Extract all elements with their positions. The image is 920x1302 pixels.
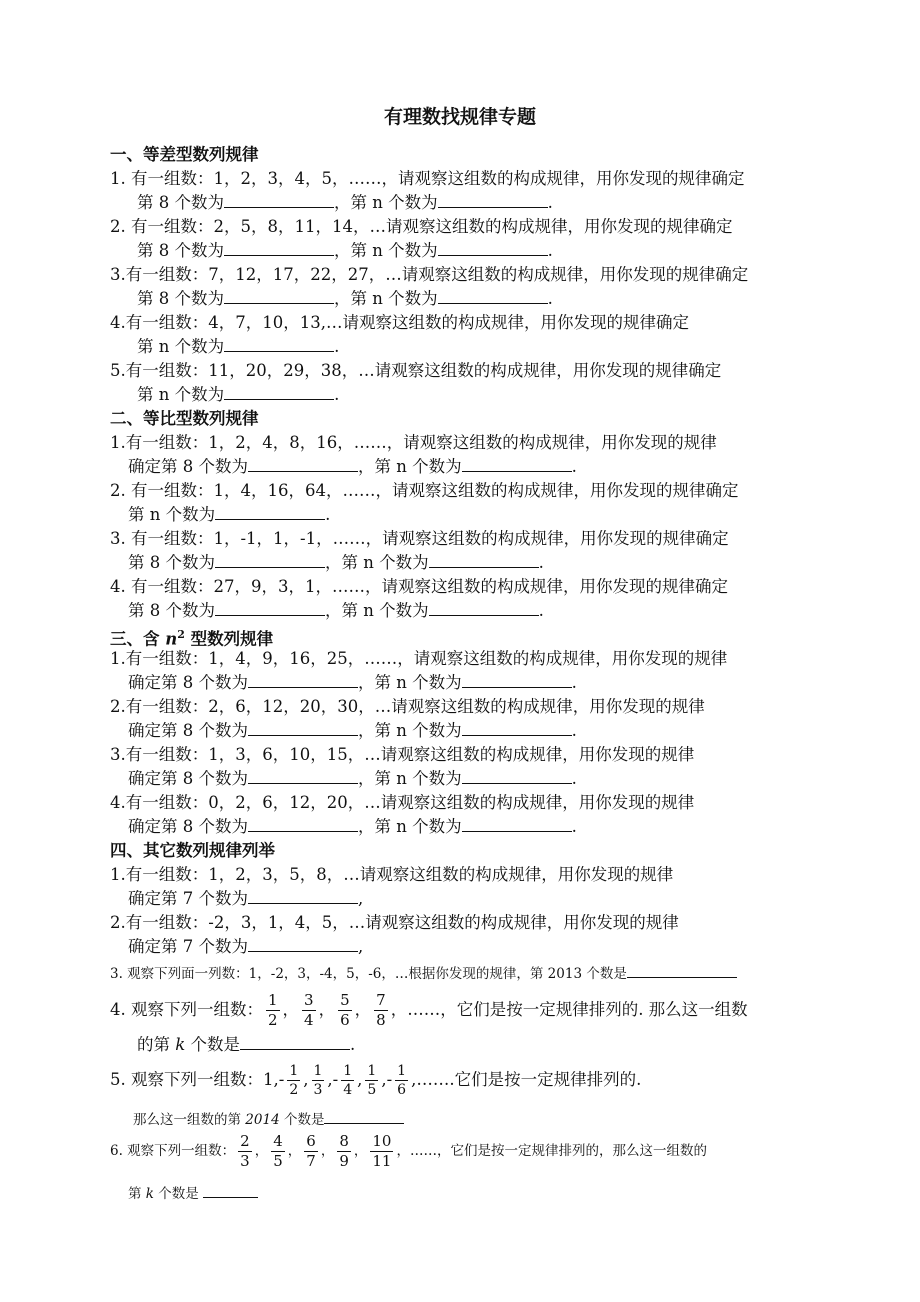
punct: . xyxy=(571,673,577,692)
question-text: 3. 有一组数：1，-1，1，-1，……，请观察这组数的构成规律，用你发现的规律确定 xyxy=(110,529,729,548)
fraction-denominator: 2 xyxy=(289,1082,299,1098)
fraction-denominator: 4 xyxy=(304,1011,314,1029)
question-text: 2. 有一组数：2，5，8，11，14，…请观察这组数的构成规律，用你发现的规律确定 xyxy=(110,217,733,236)
answer-prompt: 第 n 个数为 xyxy=(341,601,429,620)
fraction-sequence xyxy=(235,1132,396,1170)
fraction xyxy=(287,1064,300,1097)
answer-blank[interactable] xyxy=(248,672,358,688)
question-text: 2.有一组数：2，6，12，20，30，…请观察这组数的构成规律，用你发现的规律 xyxy=(110,697,705,716)
fraction-denominator: 3 xyxy=(240,1152,250,1170)
fraction xyxy=(365,1064,378,1097)
separator: ， xyxy=(282,1000,300,1019)
fraction-denominator: 7 xyxy=(306,1152,316,1170)
answer-blank[interactable] xyxy=(438,192,548,208)
fraction xyxy=(302,993,316,1028)
question-answer-line xyxy=(137,1034,355,1056)
question-fraction-line xyxy=(110,1060,641,1100)
answer-prompt: 个数是 xyxy=(153,1186,199,1202)
fraction-numerator: 6 xyxy=(306,1132,316,1150)
answer-blank[interactable] xyxy=(215,600,325,616)
heading-text: 型数列规律 xyxy=(184,629,274,649)
answer-prompt: 个数是 xyxy=(185,1035,240,1054)
answer-blank[interactable] xyxy=(248,816,358,832)
question-text: 1.有一组数：1，2，3，5，8，…请观察这组数的构成规律，用你发现的规律 xyxy=(110,865,674,884)
question-answer-line xyxy=(137,240,553,262)
answer-blank[interactable] xyxy=(248,936,358,952)
heading-exponent: 2 xyxy=(177,628,185,641)
separator: , xyxy=(357,1070,363,1089)
answer-blank[interactable] xyxy=(224,240,334,256)
answer-blank[interactable] xyxy=(462,456,572,472)
answer-prompt: 第 n 个数为 xyxy=(350,241,438,260)
fraction-numerator: 10 xyxy=(372,1132,392,1150)
fraction-numerator: 1 xyxy=(343,1063,353,1079)
punct: ， xyxy=(334,289,351,308)
answer-prompt: 确定第 8 个数为 xyxy=(128,769,248,788)
answer-prompt: 第 n 个数为 xyxy=(350,193,438,212)
answer-prompt: 个数是 xyxy=(279,1112,325,1128)
variable-k: k xyxy=(175,1035,186,1054)
separator: ， xyxy=(287,1143,302,1159)
question-answer-line xyxy=(137,192,553,214)
question-answer-line xyxy=(128,552,544,574)
answer-blank[interactable] xyxy=(240,1034,350,1050)
question-text: 2. 有一组数：1，4，16，64，……，请观察这组数的构成规律，用你发现的规律确定 xyxy=(110,481,739,500)
answer-prompt: 确定第 8 个数为 xyxy=(128,817,248,836)
question-text: 3.有一组数：7，12，17，22，27，…请观察这组数的构成规律，用你发现的规律确定 xyxy=(110,265,749,284)
question-answer-line xyxy=(128,672,577,694)
punct: . xyxy=(334,385,340,404)
fraction-denominator: 9 xyxy=(339,1152,349,1170)
answer-blank[interactable] xyxy=(429,552,539,568)
punct: ， xyxy=(334,193,351,212)
fraction xyxy=(304,1134,318,1169)
punct: ， xyxy=(325,601,342,620)
fraction-numerator: 2 xyxy=(240,1132,250,1150)
fraction-sequence xyxy=(263,991,391,1029)
question-text: 1.有一组数：1，4，9，16，25，……，请观察这组数的构成规律，用你发现的规律 xyxy=(110,649,728,668)
question-text: 1. 有一组数：1，2，3，4，5，……，请观察这组数的构成规律，用你发现的规律确定 xyxy=(110,169,745,188)
answer-prompt: 第 n 个数为 xyxy=(137,385,225,404)
punct: . xyxy=(571,769,577,788)
answer-prompt: 第 8 个数为 xyxy=(137,241,224,260)
fraction-numerator: 3 xyxy=(304,991,314,1009)
fraction xyxy=(266,993,280,1028)
ellipsis: ，…… xyxy=(396,1143,437,1159)
separator: ， xyxy=(320,1143,335,1159)
question-text: ，它们是按一定规律排列的，那么这一组数的 xyxy=(436,1143,707,1159)
answer-blank[interactable] xyxy=(248,456,358,472)
answer-blank[interactable] xyxy=(224,288,334,304)
answer-blank[interactable] xyxy=(248,768,358,784)
fraction-denominator: 6 xyxy=(340,1011,350,1029)
answer-blank[interactable] xyxy=(462,720,572,736)
question-answer-line xyxy=(128,600,544,622)
fraction-denominator: 3 xyxy=(313,1082,323,1098)
answer-blank[interactable] xyxy=(462,768,572,784)
answer-blank[interactable] xyxy=(438,288,548,304)
fraction-numerator: 8 xyxy=(339,1132,349,1150)
question-text: 5. 观察下列一组数： xyxy=(110,1070,263,1089)
answer-blank[interactable] xyxy=(462,672,572,688)
fraction xyxy=(395,1064,408,1097)
separator: ， xyxy=(354,1000,372,1019)
punct: . xyxy=(571,457,577,476)
question-answer-line xyxy=(137,336,339,358)
fraction xyxy=(271,1134,285,1169)
fraction xyxy=(312,1064,325,1097)
fraction-numerator: 1 xyxy=(313,1063,323,1079)
answer-prompt: 第 xyxy=(128,1186,146,1202)
punct: ， xyxy=(358,673,375,692)
question-answer-line xyxy=(128,936,363,958)
question-text: ,…….它们是按一定规律排列的. xyxy=(411,1070,642,1089)
question-answer-line xyxy=(128,888,363,910)
punct: . xyxy=(325,505,331,524)
fraction xyxy=(370,1134,393,1169)
punct: ， xyxy=(334,241,351,260)
punct: ， xyxy=(358,457,375,476)
answer-prompt: 第 n 个数为 xyxy=(374,769,462,788)
page-title: 有理数找规律专题 xyxy=(383,106,536,128)
separator: , xyxy=(303,1070,309,1089)
question-answer-line xyxy=(128,504,330,526)
fraction-denominator: 11 xyxy=(372,1152,392,1170)
question-answer-line xyxy=(133,1108,404,1131)
answer-blank[interactable] xyxy=(215,552,325,568)
question-text: 5.有一组数：11，20，29，38，…请观察这组数的构成规律，用你发现的规律确定 xyxy=(110,361,722,380)
answer-blank[interactable] xyxy=(627,962,737,978)
question-text: 2.有一组数：-2，3，1，4，5，…请观察这组数的构成规律，用你发现的规律 xyxy=(110,913,679,932)
separator: - xyxy=(386,1070,393,1089)
question-answer-line xyxy=(137,288,553,310)
separator: - xyxy=(278,1070,285,1089)
fraction-numerator: 1 xyxy=(397,1063,407,1079)
question-text: 3. 观察下列面一列数：1，-2，3，-4，5，-6，…根据你发现的规律，第 2013 个数是 xyxy=(110,966,627,982)
answer-prompt: 第 n 个数为 xyxy=(341,553,429,572)
punct: . xyxy=(547,193,553,212)
punct: . xyxy=(334,337,340,356)
question-text: ，它们是按一定规律排列的. 那么这一组数 xyxy=(440,1000,748,1019)
answer-prompt: 第 n 个数为 xyxy=(374,673,462,692)
answer-prompt: 第 n 个数为 xyxy=(350,289,438,308)
answer-prompt: 第 n 个数为 xyxy=(374,817,462,836)
term-index: 2014 xyxy=(245,1112,280,1128)
answer-blank[interactable] xyxy=(224,384,334,400)
answer-prompt: 第 n 个数为 xyxy=(128,505,216,524)
punct: ， xyxy=(358,721,375,740)
fraction-numerator: 5 xyxy=(340,991,350,1009)
fraction xyxy=(374,993,388,1028)
punct: ， xyxy=(358,817,375,836)
section-heading-1: 一、等差型数列规律 xyxy=(110,145,259,164)
question-text: 6. 观察下列一组数： xyxy=(110,1143,236,1159)
question-text: 4.有一组数：0，2，6，12，20，…请观察这组数的构成规律，用你发现的规律 xyxy=(110,793,695,812)
question-text: 3.有一组数：1，3，6，10，15，…请观察这组数的构成规律，用你发现的规律 xyxy=(110,745,695,764)
punct: . xyxy=(547,241,553,260)
answer-prompt: 第 n 个数为 xyxy=(374,457,462,476)
separator: , xyxy=(327,1070,333,1089)
question-fraction-line xyxy=(110,1130,707,1172)
answer-blank[interactable] xyxy=(324,1108,404,1124)
fraction xyxy=(338,993,352,1028)
question-answer-line xyxy=(128,720,577,742)
answer-blank[interactable] xyxy=(462,816,572,832)
separator: ， xyxy=(318,1000,336,1019)
fraction-numerator: 1 xyxy=(289,1063,299,1079)
answer-blank[interactable] xyxy=(429,600,539,616)
separator: - xyxy=(332,1070,339,1089)
section-heading-2: 二、等比型数列规律 xyxy=(110,409,259,428)
separator: ， xyxy=(353,1143,368,1159)
answer-prompt: 第 8 个数为 xyxy=(137,289,224,308)
fraction-denominator: 2 xyxy=(268,1011,278,1029)
punct: , xyxy=(358,889,364,908)
fraction-denominator: 6 xyxy=(397,1082,407,1098)
sequence-term: 1, xyxy=(263,1070,279,1089)
fraction-denominator: 8 xyxy=(376,1011,386,1029)
punct: ， xyxy=(325,553,342,572)
punct: . xyxy=(350,1035,356,1054)
section-heading-4: 四、其它数列规律列举 xyxy=(110,841,275,860)
question-text: 4.有一组数：4，7，10，13,…请观察这组数的构成规律，用你发现的规律确定 xyxy=(110,313,689,332)
variable-k: k xyxy=(145,1186,154,1202)
answer-prompt: 的第 xyxy=(137,1035,176,1054)
answer-prompt: 第 8 个数为 xyxy=(128,601,215,620)
answer-prompt: 第 8 个数为 xyxy=(137,193,224,212)
punct: . xyxy=(538,553,544,572)
fraction-denominator: 5 xyxy=(367,1082,377,1098)
answer-prompt: 第 8 个数为 xyxy=(128,553,215,572)
fraction-sequence xyxy=(278,1063,411,1098)
punct: , xyxy=(358,937,364,956)
punct: . xyxy=(538,601,544,620)
fraction xyxy=(238,1134,252,1169)
question-answer-line xyxy=(128,768,577,790)
question-answer-line xyxy=(128,816,577,838)
answer-prompt: 第 n 个数为 xyxy=(137,337,225,356)
question-fraction-line xyxy=(110,990,748,1030)
question-text: 4. 观察下列一组数： xyxy=(110,1000,263,1019)
heading-text: 三、含 xyxy=(110,629,166,649)
answer-blank[interactable] xyxy=(224,336,334,352)
question-answer-line xyxy=(128,456,577,478)
answer-blank[interactable] xyxy=(224,192,334,208)
answer-prompt: 确定第 8 个数为 xyxy=(128,457,248,476)
question-text: 4. 有一组数：27，9，3，1，……，请观察这组数的构成规律，用你发现的规律确定 xyxy=(110,577,728,596)
answer-prompt: 确定第 7 个数为 xyxy=(128,889,248,908)
answer-blank[interactable] xyxy=(248,720,358,736)
question-answer-line xyxy=(137,384,339,406)
fraction xyxy=(341,1064,354,1097)
answer-blank[interactable] xyxy=(203,1182,258,1198)
question-text: 1.有一组数：1，2，4，8，16，……，请观察这组数的构成规律，用你发现的规律 xyxy=(110,433,717,452)
question-answer-line xyxy=(128,1182,258,1205)
fraction-denominator: 5 xyxy=(273,1152,283,1170)
fraction-denominator: 4 xyxy=(343,1082,353,1098)
fraction-numerator: 1 xyxy=(268,991,278,1009)
answer-blank[interactable] xyxy=(215,504,325,520)
separator: ， xyxy=(254,1143,269,1159)
question-answer-line xyxy=(110,962,737,985)
section-heading-3 xyxy=(110,624,273,651)
punct: . xyxy=(571,817,577,836)
fraction-numerator: 4 xyxy=(273,1132,283,1150)
fraction-numerator: 7 xyxy=(376,991,386,1009)
answer-blank[interactable] xyxy=(438,240,548,256)
separator: , xyxy=(381,1070,387,1089)
heading-var: n xyxy=(165,629,178,649)
punct: . xyxy=(547,289,553,308)
answer-prompt: 确定第 7 个数为 xyxy=(128,937,248,956)
answer-prompt: 确定第 8 个数为 xyxy=(128,721,248,740)
punct: . xyxy=(571,721,577,740)
answer-blank[interactable] xyxy=(248,888,358,904)
answer-prompt: 第 n 个数为 xyxy=(374,721,462,740)
punct: ， xyxy=(358,769,375,788)
ellipsis: ，…… xyxy=(390,1000,441,1019)
answer-prompt: 确定第 8 个数为 xyxy=(128,673,248,692)
fraction-numerator: 1 xyxy=(367,1063,377,1079)
answer-prompt: 那么这一组数的第 xyxy=(133,1112,246,1128)
fraction xyxy=(337,1134,351,1169)
